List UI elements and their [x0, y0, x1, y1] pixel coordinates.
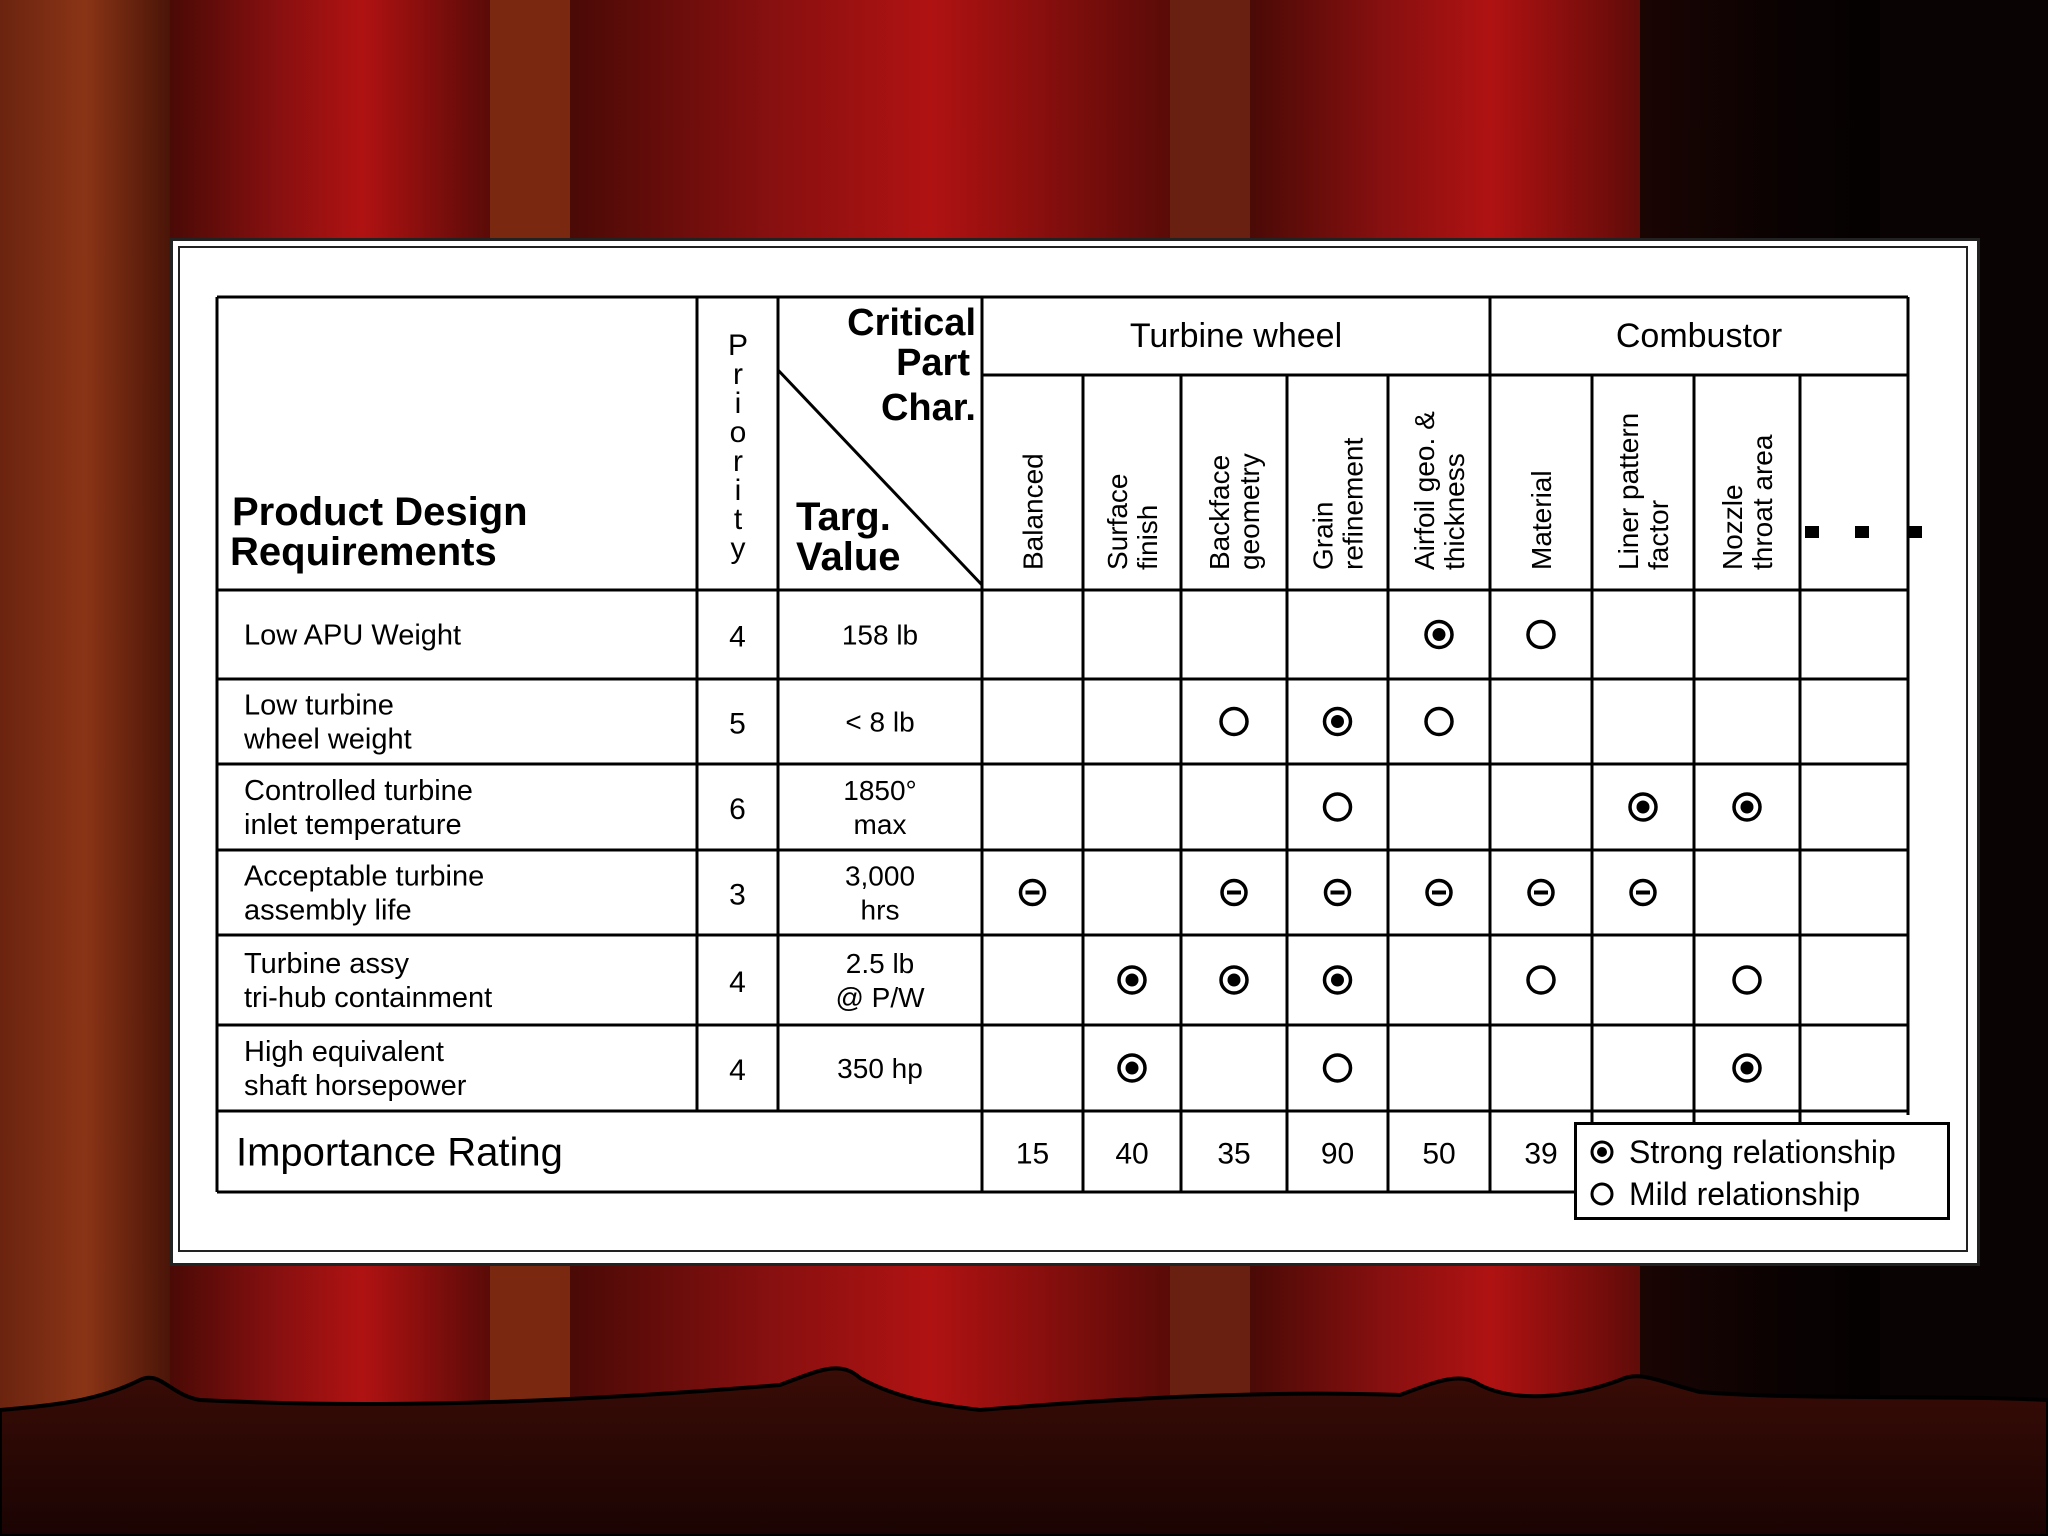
group-label: Turbine wheel — [1129, 317, 1343, 355]
target-header: Value — [796, 535, 901, 579]
legend-strong-label: Strong relationship — [1629, 1134, 1896, 1170]
strong-relationship-icon — [1734, 794, 1760, 820]
strong-relationship-icon — [1734, 1055, 1760, 1081]
mild-relationship-icon — [1221, 709, 1247, 735]
mild-relationship-icon — [1734, 967, 1760, 993]
priority-value: 4 — [729, 1054, 746, 1087]
column-header: Material — [1526, 470, 1557, 570]
requirement-label: tri-hub containment — [244, 982, 493, 1014]
target-value: 3,000 — [844, 860, 916, 892]
column-header: thickness — [1439, 453, 1470, 570]
mild-relationship-icon — [1325, 794, 1351, 820]
priority-value: 4 — [729, 966, 746, 999]
requirement-label: Low turbine — [244, 689, 394, 722]
mild-relationship-icon — [1426, 709, 1452, 735]
legend-mild-label: Mild relationship — [1629, 1176, 1861, 1212]
column-header: geometry — [1234, 453, 1265, 570]
requirement-label: Low APU Weight — [244, 619, 462, 652]
strong-relationship-icon — [1589, 1139, 1615, 1165]
target-value: 350 hp — [837, 1053, 923, 1084]
more-columns-dot — [1805, 526, 1819, 538]
target-value: hrs — [860, 894, 900, 926]
column-header: Airfoil geo. & — [1409, 411, 1440, 570]
priority-header-letter: i — [734, 387, 742, 420]
column-header: Liner pattern — [1613, 412, 1644, 570]
critical-header: Char. — [880, 387, 976, 429]
critical-header: Part — [896, 342, 970, 384]
importance-value: 39 — [1524, 1137, 1558, 1171]
priority-value: 3 — [729, 878, 746, 912]
column-header: factor — [1643, 499, 1674, 570]
weak-relationship-icon — [1631, 881, 1655, 905]
column-header: Balanced — [1017, 453, 1049, 570]
strong-relationship-icon — [1221, 967, 1247, 993]
priority-header-letter: i — [734, 474, 742, 507]
priority-header-letter: P — [727, 329, 749, 362]
mild-relationship-icon — [1528, 622, 1554, 648]
requirement-label: Turbine assy — [244, 948, 409, 980]
mild-relationship-icon — [1528, 967, 1554, 993]
target-value: 158 lb — [841, 619, 919, 651]
target-value: < 8 lb — [845, 706, 915, 738]
importance-value: 90 — [1320, 1137, 1355, 1171]
requirements-header: Product Design — [232, 490, 528, 534]
weak-relationship-icon — [1222, 881, 1246, 905]
importance-value: 15 — [1015, 1137, 1050, 1171]
requirement-label: Controlled turbine — [244, 775, 473, 807]
requirement-label: shaft horsepower — [244, 1070, 467, 1102]
requirement-label: Acceptable turbine — [244, 860, 485, 893]
strong-relationship-icon — [1119, 967, 1145, 993]
mild-relationship-icon — [1589, 1181, 1615, 1207]
matrix-grid — [217, 297, 1908, 1192]
importance-value: 35 — [1217, 1137, 1251, 1171]
priority-header-letter: t — [733, 503, 743, 536]
priority-header-letter: r — [733, 358, 743, 391]
legend-mild — [1589, 1173, 1935, 1215]
critical-header: Critical — [847, 302, 976, 344]
weak-relationship-icon — [1529, 881, 1553, 905]
requirement-label: assembly life — [244, 894, 412, 927]
priority-header-letter: r — [733, 445, 743, 478]
priority-value: 4 — [729, 620, 746, 654]
column-header: Surface — [1102, 473, 1133, 570]
column-header: throat area — [1747, 434, 1778, 570]
importance-value: 40 — [1115, 1137, 1149, 1171]
strong-relationship-icon — [1119, 1055, 1145, 1081]
priority-value: 5 — [729, 707, 746, 741]
column-header: finish — [1132, 504, 1163, 570]
weak-relationship-icon — [1021, 881, 1045, 905]
legend-strong — [1589, 1131, 1935, 1173]
strong-relationship-icon — [1325, 967, 1351, 993]
importance-value: 50 — [1422, 1137, 1456, 1171]
target-value: max — [853, 809, 907, 840]
target-header: Targ. — [796, 495, 891, 539]
priority-header-letter: o — [729, 416, 747, 449]
importance-label: Importance Rating — [236, 1130, 563, 1175]
legend-box — [1574, 1122, 1950, 1220]
requirement-label: inlet temperature — [244, 809, 462, 841]
more-columns-dot — [1908, 526, 1922, 538]
column-header: refinement — [1337, 437, 1369, 570]
priority-value: 6 — [729, 793, 746, 826]
target-value: @ P/W — [835, 982, 925, 1013]
target-value: 1850° — [843, 775, 917, 806]
more-columns-dot — [1855, 526, 1869, 538]
requirement-label: High equivalent — [244, 1036, 444, 1068]
mild-relationship-icon — [1325, 1055, 1351, 1081]
group-label: Combustor — [1615, 317, 1783, 355]
column-header: Nozzle — [1717, 484, 1748, 570]
requirements-header: Requirements — [230, 530, 497, 574]
requirement-label: wheel weight — [244, 723, 412, 756]
strong-relationship-icon — [1630, 794, 1656, 820]
target-value: 2.5 lb — [845, 948, 915, 979]
weak-relationship-icon — [1427, 881, 1451, 905]
strong-relationship-icon — [1325, 709, 1351, 735]
weak-relationship-icon — [1326, 881, 1350, 905]
strong-relationship-icon — [1426, 622, 1452, 648]
priority-header-letter: y — [730, 532, 746, 565]
column-header: Grain — [1307, 501, 1339, 570]
column-header: Backface — [1204, 454, 1235, 570]
